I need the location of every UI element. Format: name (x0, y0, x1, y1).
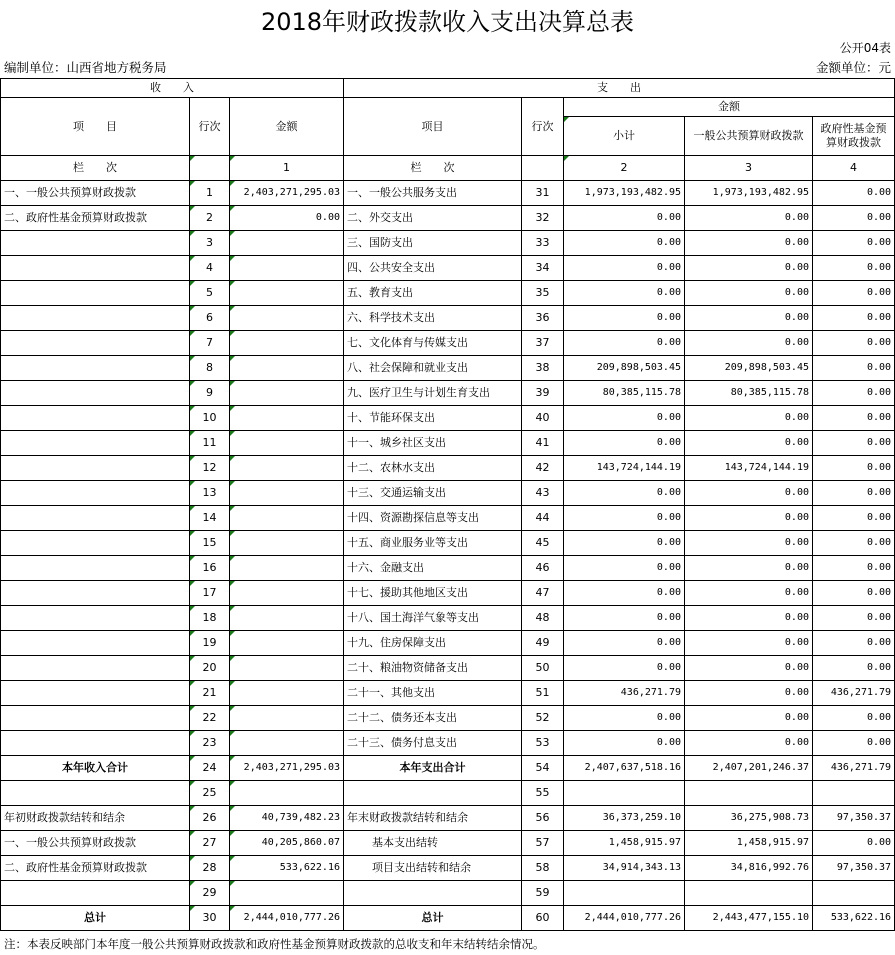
subtotal-amount: 0.00 (564, 231, 685, 256)
expense-row-number: 46 (522, 556, 564, 581)
table-row (1, 531, 895, 556)
income-amount: 2,403,271,295.03 (230, 756, 344, 781)
income-row-number: 23 (190, 731, 230, 756)
general-budget-amount: 1,973,193,482.95 (685, 181, 813, 206)
expense-item: 三、国防支出 (344, 231, 522, 256)
income-amount-header: 金额 (230, 98, 344, 156)
income-amount (230, 706, 344, 731)
fund-budget-amount: 436,271.79 (813, 681, 895, 706)
table-row (1, 881, 895, 906)
fund-budget-amount: 0.00 (813, 406, 895, 431)
table-row (1, 556, 895, 581)
table-row (1, 331, 895, 356)
fund-budget-amount: 0.00 (813, 506, 895, 531)
income-row-number: 24 (190, 756, 230, 781)
amount-group-header: 金额 (564, 98, 895, 117)
fund-budget-amount: 97,350.37 (813, 806, 895, 831)
expense-item: 十、节能环保支出 (344, 406, 522, 431)
income-amount (230, 681, 344, 706)
table-row (1, 256, 895, 281)
income-row-number: 25 (190, 781, 230, 806)
income-item: 年初财政拨款结转和结余 (1, 806, 190, 831)
general-budget-header: 一般公共预算财政拨款 (685, 117, 813, 156)
fund-budget-amount: 0.00 (813, 431, 895, 456)
subtotal-amount: 0.00 (564, 331, 685, 356)
subtotal-amount (564, 881, 685, 906)
subtotal-amount: 0.00 (564, 631, 685, 656)
expense-row-number: 34 (522, 256, 564, 281)
table-row (1, 231, 895, 256)
fund-budget-amount: 0.00 (813, 706, 895, 731)
column-label-expense: 栏 次 (344, 156, 522, 181)
table-row (1, 756, 895, 781)
subtotal-amount: 0.00 (564, 406, 685, 431)
income-item (1, 431, 190, 456)
subtotal-amount: 0.00 (564, 206, 685, 231)
income-amount (230, 656, 344, 681)
expense-row-number: 32 (522, 206, 564, 231)
subtotal-amount: 0.00 (564, 706, 685, 731)
income-row-number: 7 (190, 331, 230, 356)
income-item (1, 231, 190, 256)
income-amount (230, 631, 344, 656)
general-budget-amount: 0.00 (685, 256, 813, 281)
income-row-number: 19 (190, 631, 230, 656)
expense-row-number: 55 (522, 781, 564, 806)
income-amount (230, 406, 344, 431)
income-row-number: 18 (190, 606, 230, 631)
expense-item: 二十、粮油物资储备支出 (344, 656, 522, 681)
income-item: 总计 (1, 906, 190, 931)
general-budget-amount: 0.00 (685, 331, 813, 356)
expense-item: 十八、国土海洋气象等支出 (344, 606, 522, 631)
expense-row-number: 58 (522, 856, 564, 881)
table-row (1, 906, 895, 931)
expense-item: 四、公共安全支出 (344, 256, 522, 281)
organization-label: 编制单位：山西省地方税务局 (4, 60, 167, 75)
income-item (1, 556, 190, 581)
expense-row-number: 41 (522, 431, 564, 456)
income-row-number: 12 (190, 456, 230, 481)
subtotal-amount: 143,724,144.19 (564, 456, 685, 481)
expense-item: 总计 (344, 906, 522, 931)
general-budget-amount: 0.00 (685, 506, 813, 531)
income-item (1, 306, 190, 331)
income-row-number: 15 (190, 531, 230, 556)
fund-budget-amount: 0.00 (813, 556, 895, 581)
fund-budget-amount: 0.00 (813, 531, 895, 556)
subtotal-amount: 0.00 (564, 731, 685, 756)
general-budget-amount: 0.00 (685, 556, 813, 581)
income-item: 一、一般公共预算财政拨款 (1, 831, 190, 856)
income-row-number: 17 (190, 581, 230, 606)
subtotal-amount: 0.00 (564, 606, 685, 631)
subtotal-amount: 0.00 (564, 481, 685, 506)
footnote: 注：本表反映部门本年度一般公共预算财政拨款和政府性基金预算财政拨款的总收支和年末结转结余情况。 (4, 937, 545, 951)
fund-budget-amount: 0.00 (813, 231, 895, 256)
income-row-number: 16 (190, 556, 230, 581)
expense-item (344, 881, 522, 906)
income-amount (230, 281, 344, 306)
income-amount (230, 256, 344, 281)
income-amount (230, 356, 344, 381)
subtotal-amount: 2,444,010,777.26 (564, 906, 685, 931)
income-item (1, 606, 190, 631)
general-budget-amount: 0.00 (685, 531, 813, 556)
expense-row-number: 50 (522, 656, 564, 681)
expense-item: 七、文化体育与传媒支出 (344, 331, 522, 356)
income-row-number: 5 (190, 281, 230, 306)
income-item (1, 406, 190, 431)
general-budget-amount: 0.00 (685, 706, 813, 731)
subtotal-amount: 0.00 (564, 556, 685, 581)
expense-row-number: 51 (522, 681, 564, 706)
subtotal-amount: 0.00 (564, 506, 685, 531)
general-budget-amount: 0.00 (685, 306, 813, 331)
table-row (1, 631, 895, 656)
general-budget-amount: 0.00 (685, 431, 813, 456)
income-item (1, 706, 190, 731)
general-budget-amount: 0.00 (685, 731, 813, 756)
general-budget-amount: 80,385,115.78 (685, 381, 813, 406)
expense-row-number: 37 (522, 331, 564, 356)
income-amount (230, 306, 344, 331)
income-item (1, 381, 190, 406)
general-budget-amount: 2,407,201,246.37 (685, 756, 813, 781)
income-item (1, 681, 190, 706)
subtotal-amount: 0.00 (564, 256, 685, 281)
subtotal-amount: 1,973,193,482.95 (564, 181, 685, 206)
expense-row-number: 39 (522, 381, 564, 406)
expense-item: 十五、商业服务业等支出 (344, 531, 522, 556)
fund-budget-amount: 0.00 (813, 206, 895, 231)
fund-budget-amount: 0.00 (813, 256, 895, 281)
income-item (1, 506, 190, 531)
subtotal-header: 小计 (564, 117, 685, 156)
income-amount: 40,739,482.23 (230, 806, 344, 831)
income-amount (230, 456, 344, 481)
income-item: 一、一般公共预算财政拨款 (1, 181, 190, 206)
income-row-number: 20 (190, 656, 230, 681)
table-row (1, 456, 895, 481)
income-amount (230, 606, 344, 631)
fund-budget-amount: 0.00 (813, 481, 895, 506)
general-budget-amount: 2,443,477,155.10 (685, 906, 813, 931)
fund-budget-amount: 533,622.16 (813, 906, 895, 931)
income-header: 收 入 (1, 79, 344, 98)
general-budget-amount (685, 881, 813, 906)
expense-item: 二、外交支出 (344, 206, 522, 231)
expense-row-number: 38 (522, 356, 564, 381)
income-amount (230, 506, 344, 531)
fund-budget-header: 政府性基金预算财政拨款 (813, 117, 895, 156)
income-row-number: 1 (190, 181, 230, 206)
income-item (1, 481, 190, 506)
general-budget-amount: 209,898,503.45 (685, 356, 813, 381)
fund-budget-amount: 0.00 (813, 281, 895, 306)
general-budget-amount: 0.00 (685, 631, 813, 656)
expense-row-number: 56 (522, 806, 564, 831)
fund-budget-amount: 0.00 (813, 306, 895, 331)
expense-row-number: 45 (522, 531, 564, 556)
subtotal-amount: 0.00 (564, 281, 685, 306)
expense-header: 支 出 (344, 79, 895, 98)
column-blank (190, 156, 230, 181)
income-item: 本年收入合计 (1, 756, 190, 781)
income-amount (230, 381, 344, 406)
expense-row-number: 49 (522, 631, 564, 656)
income-item (1, 531, 190, 556)
income-row-number: 4 (190, 256, 230, 281)
income-amount (230, 881, 344, 906)
fund-budget-amount: 0.00 (813, 731, 895, 756)
general-budget-amount: 0.00 (685, 681, 813, 706)
expense-item: 年末财政拨款结转和结余 (344, 806, 522, 831)
fund-budget-amount: 0.00 (813, 631, 895, 656)
subtotal-amount: 1,458,915.97 (564, 831, 685, 856)
expense-item: 项目支出结转和结余 (344, 856, 522, 881)
fund-budget-amount: 0.00 (813, 606, 895, 631)
income-amount: 2,403,271,295.03 (230, 181, 344, 206)
form-number: 公开04表 (839, 41, 891, 55)
income-amount (230, 556, 344, 581)
income-amount (230, 731, 344, 756)
fund-budget-amount: 0.00 (813, 581, 895, 606)
expense-row-number: 54 (522, 756, 564, 781)
subtotal-amount: 0.00 (564, 431, 685, 456)
table-row (1, 181, 895, 206)
income-item (1, 581, 190, 606)
expense-row-number: 52 (522, 706, 564, 731)
expense-item: 九、医疗卫生与计划生育支出 (344, 381, 522, 406)
currency-unit-label: 金额单位：元 (815, 60, 891, 75)
general-budget-amount: 0.00 (685, 481, 813, 506)
expense-item: 六、科学技术支出 (344, 306, 522, 331)
income-item (1, 881, 190, 906)
table-row (1, 206, 895, 231)
subtotal-amount: 0.00 (564, 306, 685, 331)
income-row-number: 14 (190, 506, 230, 531)
expense-item-header: 项目 (344, 98, 522, 156)
general-budget-amount: 0.00 (685, 406, 813, 431)
income-amount: 40,205,860.07 (230, 831, 344, 856)
subtotal-amount: 209,898,503.45 (564, 356, 685, 381)
fund-budget-amount (813, 881, 895, 906)
income-amount (230, 781, 344, 806)
income-row-number: 3 (190, 231, 230, 256)
income-item (1, 356, 190, 381)
general-budget-amount: 1,458,915.97 (685, 831, 813, 856)
income-item (1, 456, 190, 481)
expense-row-number: 47 (522, 581, 564, 606)
expense-row-number: 36 (522, 306, 564, 331)
expense-item (344, 781, 522, 806)
expense-row-number: 59 (522, 881, 564, 906)
expense-row-number: 48 (522, 606, 564, 631)
fund-budget-amount: 0.00 (813, 181, 895, 206)
subtotal-amount: 2,407,637,518.16 (564, 756, 685, 781)
income-row-number: 8 (190, 356, 230, 381)
table-row (1, 356, 895, 381)
expense-item: 十四、资源勘探信息等支出 (344, 506, 522, 531)
fund-budget-amount (813, 781, 895, 806)
fund-budget-amount: 0.00 (813, 331, 895, 356)
expense-row-number: 42 (522, 456, 564, 481)
income-amount (230, 231, 344, 256)
income-item (1, 331, 190, 356)
table-row (1, 481, 895, 506)
income-item (1, 731, 190, 756)
column-4: 4 (813, 156, 895, 181)
column-3: 3 (685, 156, 813, 181)
expense-item: 十九、住房保障支出 (344, 631, 522, 656)
income-row-number: 11 (190, 431, 230, 456)
fund-budget-amount: 0.00 (813, 831, 895, 856)
expense-item: 二十二、债务还本支出 (344, 706, 522, 731)
expense-item: 十六、金融支出 (344, 556, 522, 581)
income-row-number: 10 (190, 406, 230, 431)
income-row-number: 13 (190, 481, 230, 506)
column-blank (522, 156, 564, 181)
expense-row-number: 43 (522, 481, 564, 506)
income-row-number: 28 (190, 856, 230, 881)
income-amount (230, 481, 344, 506)
table-row (1, 681, 895, 706)
income-row-number: 30 (190, 906, 230, 931)
table-row (1, 381, 895, 406)
income-row-number: 27 (190, 831, 230, 856)
subtotal-amount (564, 781, 685, 806)
fund-budget-amount: 0.00 (813, 656, 895, 681)
expense-item: 二十三、债务付息支出 (344, 731, 522, 756)
general-budget-amount (685, 781, 813, 806)
general-budget-amount: 0.00 (685, 206, 813, 231)
income-amount (230, 531, 344, 556)
table-row (1, 706, 895, 731)
table-row (1, 581, 895, 606)
column-label-income: 栏 次 (1, 156, 190, 181)
subtotal-amount: 0.00 (564, 531, 685, 556)
expense-rowno-header: 行次 (522, 98, 564, 156)
general-budget-amount: 0.00 (685, 656, 813, 681)
income-row-number: 22 (190, 706, 230, 731)
income-row-number: 9 (190, 381, 230, 406)
table-row (1, 281, 895, 306)
general-budget-amount: 34,816,992.76 (685, 856, 813, 881)
income-item (1, 781, 190, 806)
expense-row-number: 57 (522, 831, 564, 856)
income-item: 二、政府性基金预算财政拨款 (1, 206, 190, 231)
table-row (1, 831, 895, 856)
table-row (1, 781, 895, 806)
income-item (1, 631, 190, 656)
expense-row-number: 35 (522, 281, 564, 306)
general-budget-amount: 0.00 (685, 581, 813, 606)
income-item (1, 281, 190, 306)
expense-row-number: 40 (522, 406, 564, 431)
general-budget-amount: 36,275,908.73 (685, 806, 813, 831)
income-row-number: 6 (190, 306, 230, 331)
subtotal-amount: 36,373,259.10 (564, 806, 685, 831)
expense-item: 八、社会保障和就业支出 (344, 356, 522, 381)
expense-row-number: 60 (522, 906, 564, 931)
income-row-number: 21 (190, 681, 230, 706)
table-row (1, 856, 895, 881)
column-1: 1 (230, 156, 344, 181)
fund-budget-amount: 436,271.79 (813, 756, 895, 781)
expense-item: 基本支出结转 (344, 831, 522, 856)
general-budget-amount: 0.00 (685, 281, 813, 306)
subtotal-amount: 0.00 (564, 581, 685, 606)
expense-row-number: 33 (522, 231, 564, 256)
expense-item: 五、教育支出 (344, 281, 522, 306)
income-item (1, 256, 190, 281)
fund-budget-amount: 97,350.37 (813, 856, 895, 881)
fund-budget-amount: 0.00 (813, 381, 895, 406)
table-row (1, 506, 895, 531)
subtotal-amount: 0.00 (564, 656, 685, 681)
table-row (1, 431, 895, 456)
subtotal-amount: 80,385,115.78 (564, 381, 685, 406)
column-2: 2 (564, 156, 685, 181)
budget-table (0, 78, 895, 931)
table-row (1, 306, 895, 331)
fund-budget-amount: 0.00 (813, 356, 895, 381)
expense-row-number: 31 (522, 181, 564, 206)
table-row (1, 806, 895, 831)
table-row (1, 406, 895, 431)
income-amount: 2,444,010,777.26 (230, 906, 344, 931)
expense-item: 一、一般公共服务支出 (344, 181, 522, 206)
income-amount (230, 431, 344, 456)
table-row (1, 656, 895, 681)
page-title: 2018年财政拨款收入支出决算总表 (260, 8, 635, 36)
general-budget-amount: 143,724,144.19 (685, 456, 813, 481)
income-row-number: 26 (190, 806, 230, 831)
income-amount (230, 581, 344, 606)
expense-item: 十三、交通运输支出 (344, 481, 522, 506)
table-row (1, 606, 895, 631)
income-row-number: 29 (190, 881, 230, 906)
subtotal-amount: 436,271.79 (564, 681, 685, 706)
general-budget-amount: 0.00 (685, 231, 813, 256)
expense-item: 二十一、其他支出 (344, 681, 522, 706)
expense-item: 十一、城乡社区支出 (344, 431, 522, 456)
expense-item: 十七、援助其他地区支出 (344, 581, 522, 606)
expense-row-number: 44 (522, 506, 564, 531)
income-amount: 533,622.16 (230, 856, 344, 881)
income-amount (230, 331, 344, 356)
income-amount: 0.00 (230, 206, 344, 231)
expense-item: 十二、农林水支出 (344, 456, 522, 481)
expense-row-number: 53 (522, 731, 564, 756)
expense-item: 本年支出合计 (344, 756, 522, 781)
income-rowno-header: 行次 (190, 98, 230, 156)
income-item: 二、政府性基金预算财政拨款 (1, 856, 190, 881)
income-item (1, 656, 190, 681)
subtotal-amount: 34,914,343.13 (564, 856, 685, 881)
income-row-number: 2 (190, 206, 230, 231)
general-budget-amount: 0.00 (685, 606, 813, 631)
fund-budget-amount: 0.00 (813, 456, 895, 481)
table-row (1, 731, 895, 756)
income-item-header: 项 目 (1, 98, 190, 156)
